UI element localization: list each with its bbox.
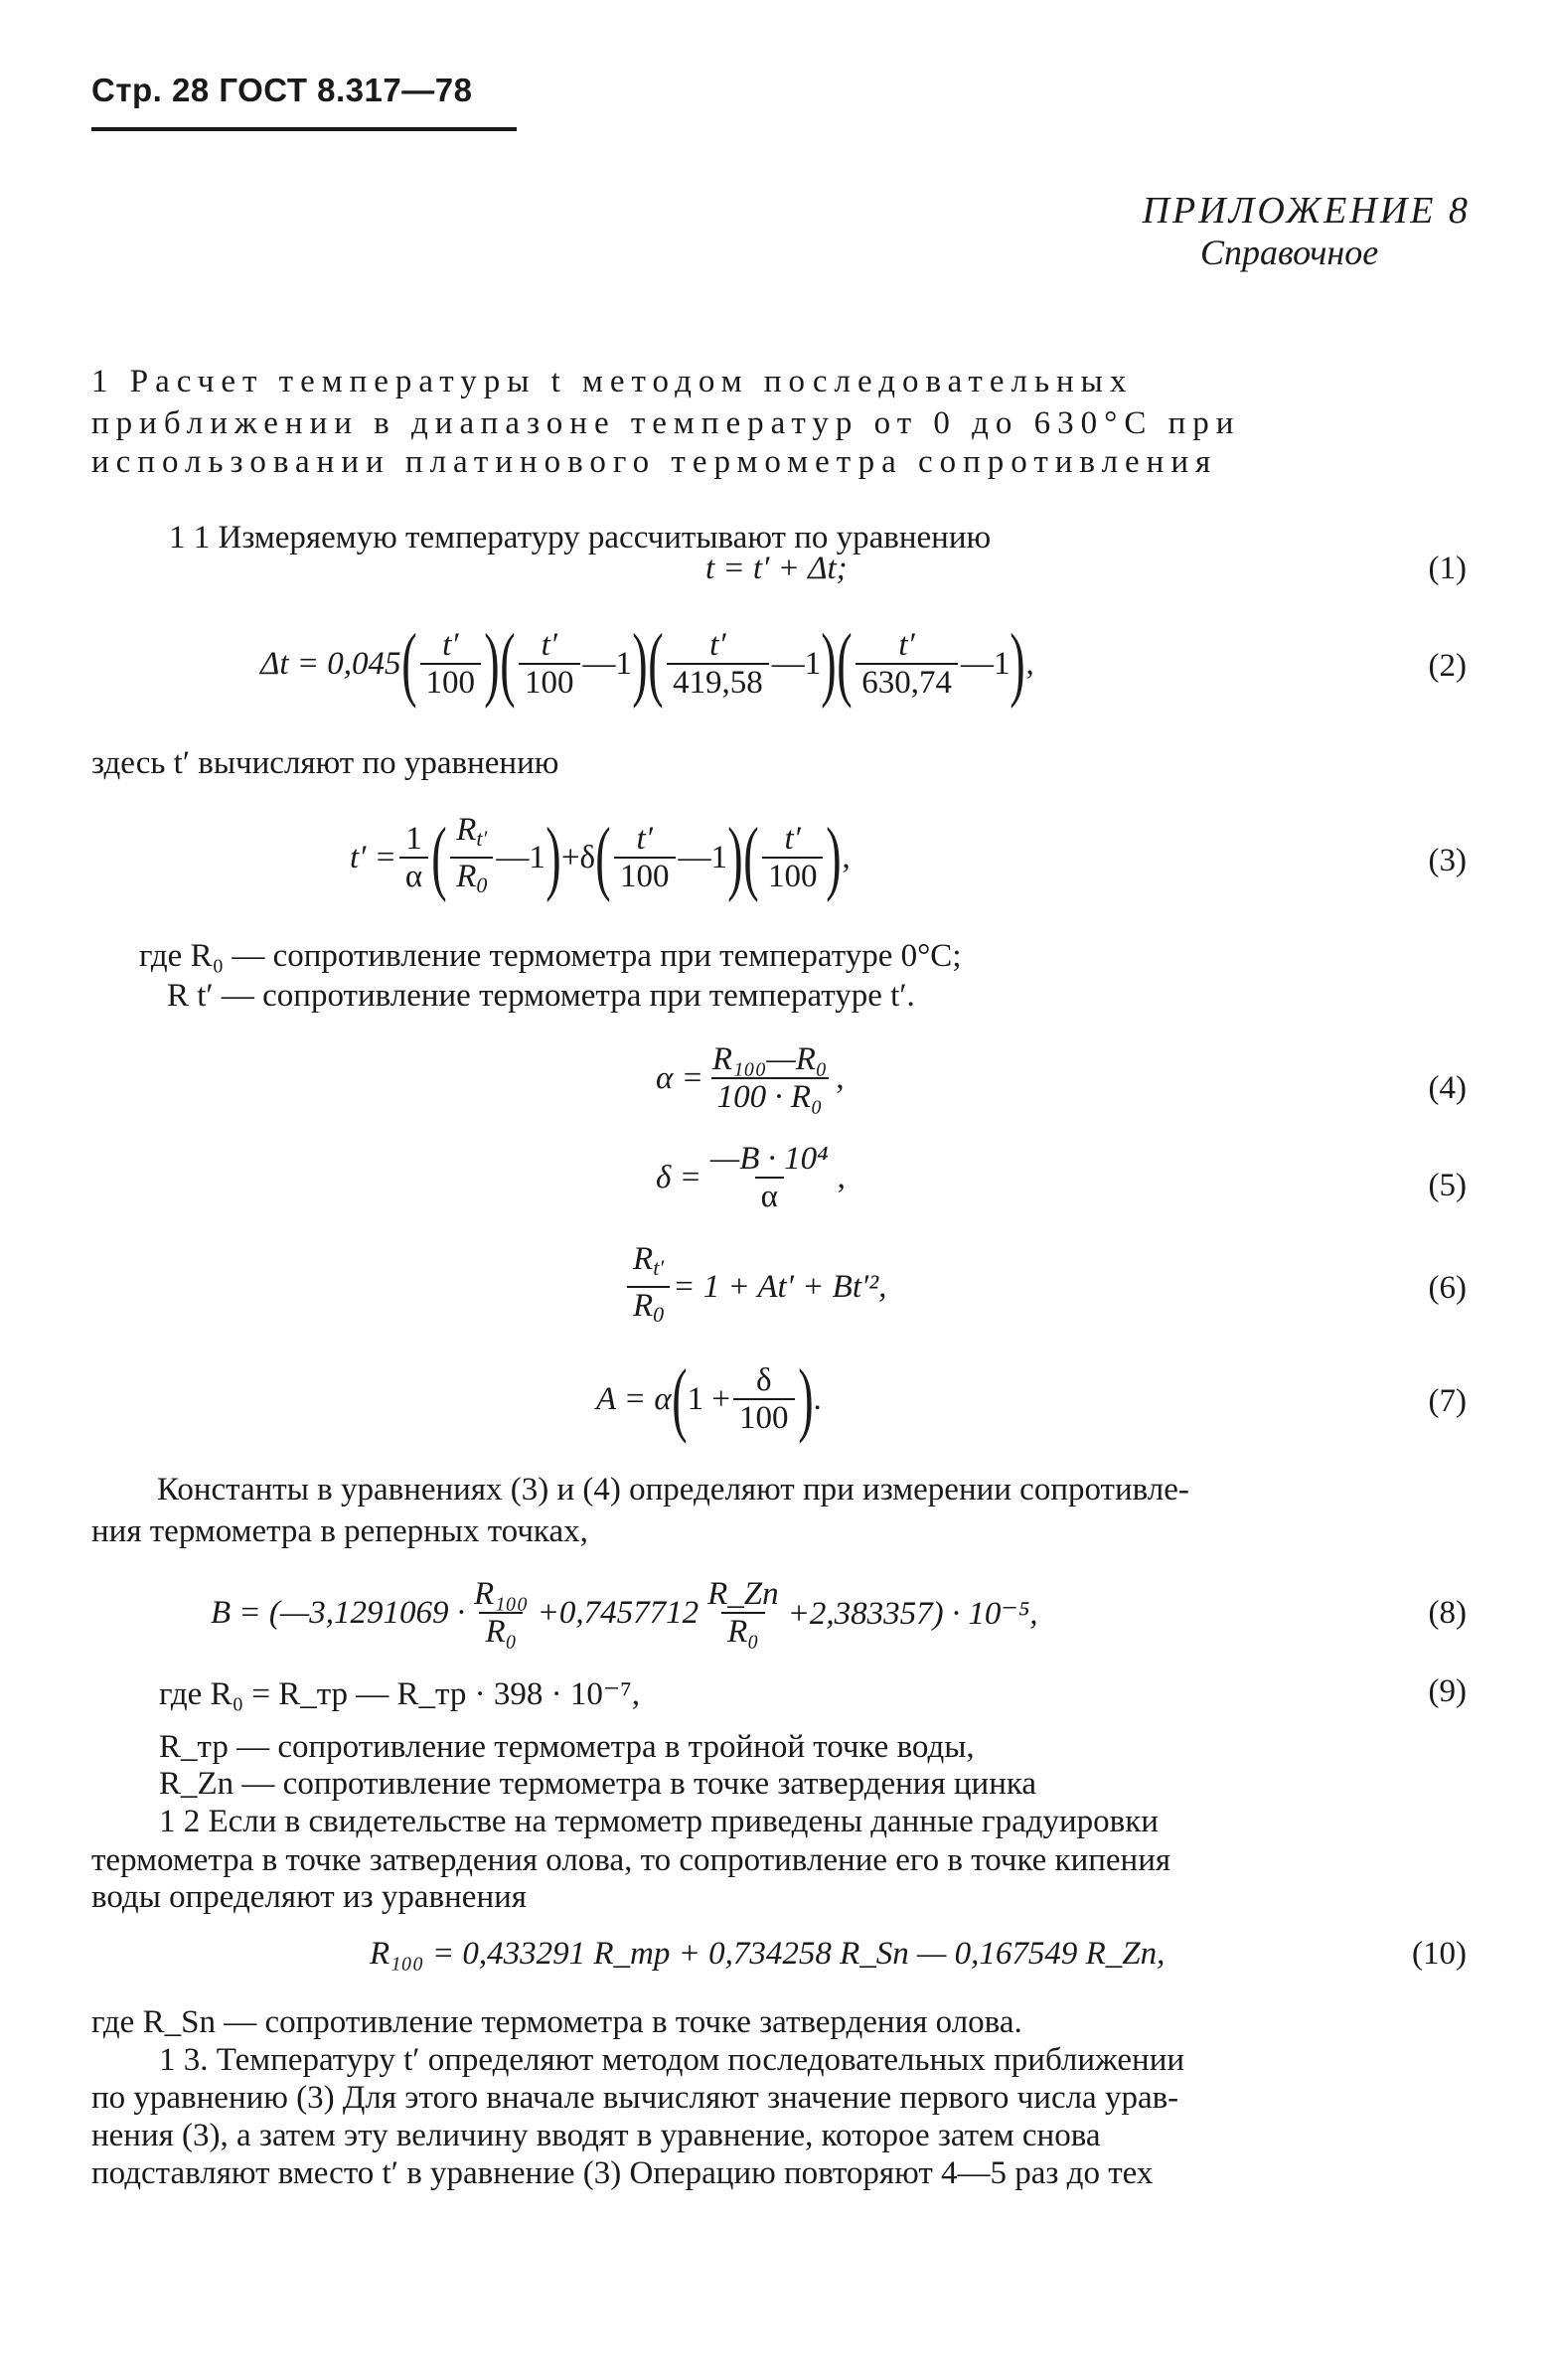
section-1-3-line-4: подставляют вместо t′ в уравнение (3) Операцию повторяют 4—5 раз до тех [91, 2155, 1154, 2191]
fraction: $\frac{t'}{100}$ [614, 821, 676, 894]
definition-R0: где R₀ — сопротивление термометра при температуре 0°С; [139, 938, 962, 974]
equation-4: α = $\frac{\text{R₁₀₀—R₀}}{\text{100 · R₀}}$ , [656, 1041, 845, 1115]
definition-R-zn: R_Zn — сопротивление термометра в точке затвердения цинка [159, 1766, 1037, 1802]
equation-8-number: (8) [1428, 1595, 1467, 1631]
equation-10-number: (10) [1412, 1936, 1467, 1972]
equation-6-number: (6) [1428, 1270, 1467, 1306]
equation-5-number: (5) [1428, 1168, 1467, 1203]
appendix-title: ПРИЛОЖЕНИЕ 8 [1142, 190, 1471, 232]
section-1-2-line-1: 1 2 Если в свидетельстве на термометр приведены данные градуировки [159, 1804, 1159, 1839]
section-heading-line-3: использовании платинового термометра сопротивления [91, 444, 1218, 480]
constants-line-2: ния термометра в реперных точках, [91, 1513, 588, 1549]
equation-1-number: (1) [1428, 551, 1467, 586]
fraction: $\frac{R_{t'}}{R_0}$ [450, 812, 493, 903]
equation-10: R₁₀₀ = 0,433291 R_тр + 0,734258 R_Sn — 0,167549 R_Zn, [370, 1936, 1166, 1972]
section-1-2-line-2: термометра в точке затвердения олова, то сопротивление его в точке кипения [91, 1842, 1171, 1878]
definition-R-sn: где R_Sn — сопротивление термометра в точке затвердения олова. [91, 2004, 1022, 2040]
fraction: $\frac{\delta}{100}$ [733, 1362, 795, 1436]
equation-5: δ = $\frac{\text{—B · 10⁴}}{\alpha}$ , [656, 1141, 846, 1214]
page-header: Стр. 28 ГОСТ 8.317—78 [91, 72, 473, 108]
paren: ( [400, 617, 417, 710]
equation-9-number: (9) [1428, 1673, 1467, 1709]
paragraph-1-1: 1 1 Измеряемую температуру рассчитывают по уравнению [169, 520, 992, 555]
fraction: $\frac{\text{R₁₀₀—R₀}}{\text{100 · R₀}}$ [711, 1041, 828, 1115]
fraction: $\frac{t'}{630,74}$ [856, 627, 958, 701]
header-rule [91, 127, 517, 131]
equation-1: t = t′ + Δt; [705, 551, 848, 586]
equation-2-number: (2) [1428, 648, 1467, 684]
equation-6: $\frac{R_{t'}}{R_0}$ = 1 + At′ + Bt′², [624, 1242, 886, 1332]
constants-line-1: Константы в уравнениях (3) и (4) определяют при измерении сопротивле- [157, 1472, 1189, 1507]
section-1-2-line-3: воды определяют из уравнения [91, 1879, 527, 1915]
fraction: $\frac{1}{\alpha}$ [399, 821, 428, 894]
fraction: $\frac{t'}{100}$ [519, 627, 580, 701]
equation-4-number: (4) [1428, 1070, 1467, 1106]
equation-8: B = (—3,1291069 · $\frac{\text{R₁₀₀}}{\text{R₀}}$ +0,7457712 $\frac{R\_Zn}{\text{R₀}}$ +2,383357) · 10⁻⁵, [211, 1576, 1038, 1650]
section-1-3-line-1: 1 3. Температуру t′ определяют методом последовательных приближении [159, 2042, 1185, 2078]
eq2-lhs: Δt = 0,045 [260, 645, 401, 682]
fraction: $\frac{R\_Zn}{\text{R₀}}$ [707, 1576, 779, 1650]
fraction: $\frac{\text{R₁₀₀}}{\text{R₀}}$ [474, 1576, 529, 1650]
section-1-3-line-2: по уравнению (3) Для этого вначале вычисляют значение первого числа урав- [91, 2080, 1179, 2116]
fraction: $\frac{R_{t'}}{R_0}$ [627, 1241, 670, 1333]
section-heading-line-1: 1 Расчет температуры t методом последовательных [91, 364, 1134, 399]
fraction: $\frac{t'}{100}$ [762, 821, 824, 894]
definition-R-tp: R_тр — сопротивление термометра в тройной точке воды, [159, 1729, 975, 1765]
appendix-note: Справочное [1200, 233, 1379, 272]
section-heading-line-2: приближении в диапазоне температур от 0 до 630°С при [91, 405, 1241, 441]
fraction: $\frac{t'}{100}$ [420, 627, 482, 701]
here-text: здесь t′ вычисляют по уравнению [91, 745, 559, 781]
equation-7: A = α ( 1 + $\frac{\delta}{100}$ ) . [596, 1352, 822, 1445]
equation-2: Δt = 0,045 ( $\frac{t'}{100}$ ) ( $\frac{t'}{100}$ —1 ) ( $\frac{t'}{419,58}$ —1 ) ( $\frac{t'}{630,74}$ —1 ) , [260, 617, 1034, 710]
equation-3-number: (3) [1428, 843, 1467, 878]
fraction: $\frac{t'}{419,58}$ [667, 627, 769, 701]
equation-7-number: (7) [1428, 1383, 1467, 1419]
section-1-3-line-3: нения (3), а затем эту величину вводят в уравнение, которое затем снова [91, 2118, 1101, 2153]
fraction: $\frac{\text{—B · 10⁴}}{\alpha}$ [709, 1141, 829, 1214]
definition-Rt: R t′ — сопротивление термометра при температуре t′. [167, 978, 915, 1014]
equation-9: где R₀ = R_тр — R_тр · 398 · 10⁻⁷, [159, 1676, 641, 1712]
equation-3: t′ = $\frac{1}{\alpha}$ ( $\frac{R_{t'}}{R_0}$ —1 ) +δ ( $\frac{t'}{100}$ —1 ) ( $\frac{t'}{100}$ ) , [350, 811, 851, 903]
